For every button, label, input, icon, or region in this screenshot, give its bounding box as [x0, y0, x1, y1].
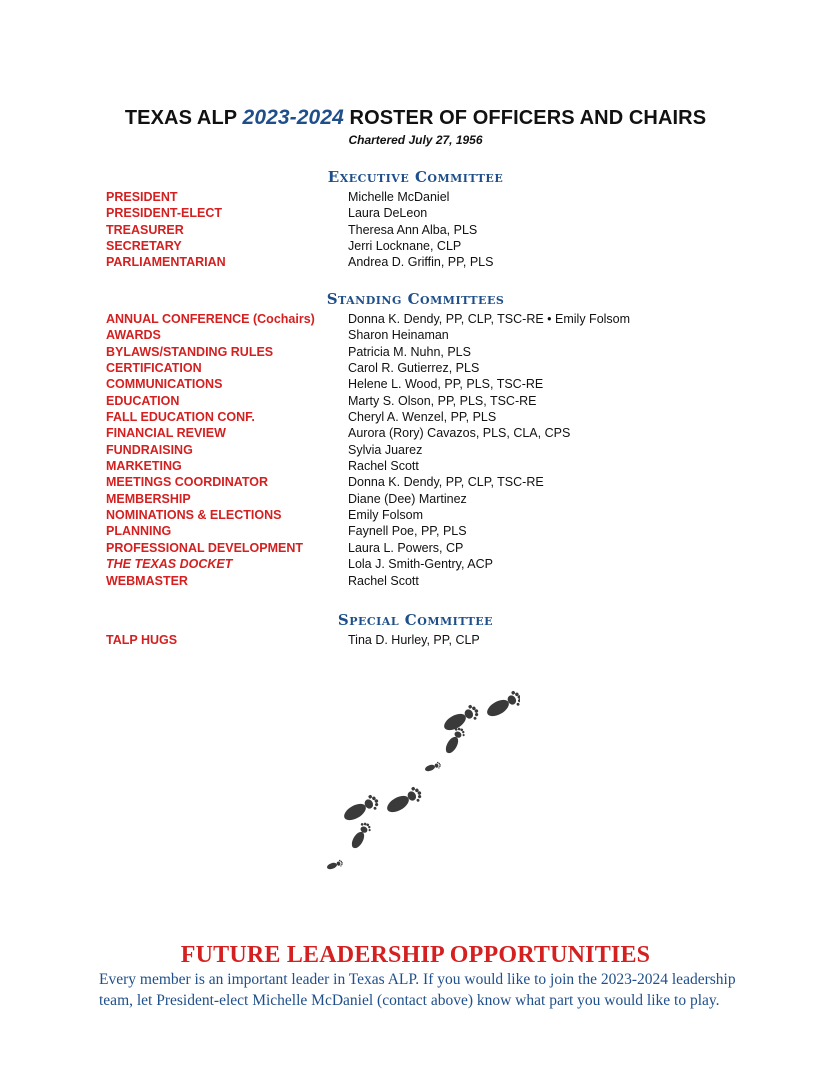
roster-row: [106, 474, 746, 490]
roster-row: [106, 344, 746, 360]
role-label: TALP HUGS: [106, 633, 178, 647]
role-label: FINANCIAL REVIEW: [106, 426, 226, 441]
roster-row: [106, 205, 746, 221]
role-label: SECRETARY: [106, 239, 182, 254]
person-name: Marty S. Olson, PP, PLS, TSC-RE: [348, 393, 537, 408]
future-leadership-heading: FUTURE LEADERSHIP OPPORTUNITIES: [180, 942, 651, 968]
person-name: Sharon Heinaman: [348, 328, 449, 343]
person-name: Donna K. Dendy, PP, CLP, TSC-RE • Emily Folsom: [348, 312, 631, 326]
person-name: Laura L. Powers, CP: [348, 540, 464, 555]
footprints-icon: [320, 690, 520, 880]
person-name: Aurora (Rory) Cavazos, PLS, CLA, CPS: [348, 426, 571, 441]
person-name: Patricia M. Nuhn, PLS: [348, 344, 471, 359]
role-label: MARKETING: [106, 459, 182, 474]
person-name: Helene L. Wood, PP, PLS, TSC-RE: [348, 377, 544, 392]
roster-row: [106, 238, 746, 254]
person-name: Michelle McDaniel: [348, 190, 450, 204]
role-label: PRESIDENT: [106, 190, 178, 204]
title-prefix: TEXAS ALP: [124, 107, 237, 129]
role-label: ANNUAL CONFERENCE (Cochairs): [106, 312, 315, 326]
standing-heading: Standing Committees: [326, 290, 505, 308]
special-heading: Special Committee: [337, 611, 494, 629]
role-label: CERTIFICATION: [106, 361, 202, 376]
page-title: [0, 106, 831, 130]
person-name: Diane (Dee) Martinez: [348, 491, 467, 506]
role-label: EDUCATION: [106, 393, 180, 408]
role-label: THE TEXAS DOCKET: [106, 557, 233, 572]
roster-row: [106, 442, 746, 458]
roster-row: [106, 189, 746, 205]
roster-row: [106, 507, 746, 523]
roster-row: [106, 327, 746, 343]
special-list: [106, 632, 746, 648]
person-name: Sylvia Juarez: [348, 442, 423, 457]
role-label: PARLIAMENTARIAN: [106, 255, 226, 270]
person-name: Rachel Scott: [348, 573, 419, 588]
role-label: TREASURER: [106, 222, 184, 237]
standing-list: [106, 311, 746, 589]
roster-row: [106, 222, 746, 238]
roster-row: [106, 491, 746, 507]
person-name: Andrea D. Griffin, PP, PLS: [348, 255, 494, 270]
subtitle: Chartered July 27, 1956: [348, 133, 483, 147]
role-label: MEMBERSHIP: [106, 491, 191, 506]
role-label: AWARDS: [106, 328, 161, 343]
person-name: Laura DeLeon: [348, 206, 428, 221]
role-label: MEETINGS COORDINATOR: [106, 475, 269, 490]
executive-heading: Executive Committee: [327, 168, 504, 186]
roster-row: [106, 458, 746, 474]
person-name: Rachel Scott: [348, 459, 419, 474]
roster-row: [106, 540, 746, 556]
person-name: Emily Folsom: [348, 508, 424, 523]
role-label: BYLAWS/STANDING RULES: [106, 344, 274, 359]
roster-row: [106, 556, 746, 572]
role-label: NOMINATIONS & ELECTIONS: [106, 508, 282, 523]
person-name: Faynell Poe, PP, PLS: [348, 524, 467, 539]
role-label: WEBMASTER: [106, 573, 188, 588]
title-suffix: ROSTER OF OFFICERS AND CHAIRS: [349, 107, 707, 129]
person-name: Tina D. Hurley, PP, CLP: [348, 633, 480, 647]
person-name: Lola J. Smith-Gentry, ACP: [348, 557, 493, 572]
roster-row: [106, 311, 746, 327]
role-label: PROFESSIONAL DEVELOPMENT: [106, 540, 304, 555]
roster-row: [106, 360, 746, 376]
roster-row: [106, 254, 746, 270]
person-name: Jerri Locknane, CLP: [348, 239, 462, 254]
person-name: Carol R. Gutierrez, PLS: [348, 361, 480, 376]
roster-row: [106, 393, 746, 409]
person-name: Theresa Ann Alba, PLS: [348, 222, 478, 237]
roster-row: [106, 425, 746, 441]
roster-row: [106, 409, 746, 425]
person-name: Donna K. Dendy, PP, CLP, TSC-RE: [348, 475, 544, 490]
role-label: COMMUNICATIONS: [106, 377, 223, 392]
role-label: FALL EDUCATION CONF.: [106, 410, 255, 425]
executive-list: [106, 189, 746, 271]
role-label: PRESIDENT-ELECT: [106, 206, 222, 221]
roster-row: [106, 376, 746, 392]
role-label: PLANNING: [106, 524, 172, 539]
person-name: Cheryl A. Wenzel, PP, PLS: [348, 410, 497, 425]
future-leadership-text: Every member is an important leader in Texas ALP. If you would like to join the 2023-2024 leadership team, let President-elect Michelle McDaniel (contact above) know what part you would like to play.: [99, 971, 736, 1009]
roster-row: [106, 632, 746, 648]
title-year: 2023-2024: [242, 106, 344, 129]
roster-row: [106, 523, 746, 539]
role-label: FUNDRAISING: [106, 442, 193, 457]
roster-row: [106, 573, 746, 589]
